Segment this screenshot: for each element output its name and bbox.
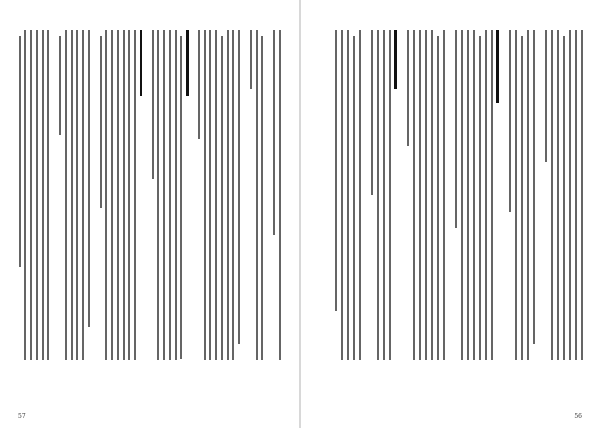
right-text-column [478, 30, 481, 360]
left-text-column [249, 30, 252, 360]
right-text-column [376, 30, 379, 360]
right-text-column [562, 30, 565, 360]
right-text-column [436, 30, 439, 360]
left-text-column [99, 30, 102, 360]
text-line-ink [134, 30, 136, 360]
text-line-ink [128, 30, 130, 360]
text-line-ink [496, 30, 499, 103]
right-text-column [430, 30, 433, 360]
text-line-ink [24, 30, 26, 360]
left-text-column [70, 30, 73, 360]
text-line-ink [431, 30, 433, 360]
right-text-column [484, 30, 487, 360]
left-text-column [232, 30, 235, 360]
text-line-ink [437, 36, 439, 360]
left-text-column [255, 30, 258, 360]
right-text-column [388, 30, 391, 360]
text-line-ink [221, 36, 223, 360]
right-text-column [472, 30, 475, 360]
text-line-ink [71, 30, 73, 360]
right-paragraph-gap [538, 30, 541, 360]
right-text-column [358, 30, 361, 360]
right-text-column [580, 30, 583, 360]
left-text-column [174, 30, 177, 360]
text-line-ink [335, 30, 337, 311]
text-line-ink [123, 30, 125, 360]
right-text-column [514, 30, 517, 360]
right-paragraph-gap [364, 30, 367, 360]
left-text-column [87, 30, 90, 360]
text-line-ink [232, 30, 234, 360]
left-paragraph-gap [267, 30, 270, 360]
left-text-column [59, 30, 62, 360]
left-text-column [111, 30, 114, 360]
left-text-column [203, 30, 206, 360]
right-text-column [550, 30, 553, 360]
text-line-ink [180, 36, 182, 359]
text-line-ink [30, 30, 32, 360]
left-text-column [24, 30, 27, 360]
left-text-column [82, 30, 85, 360]
text-line-ink [42, 30, 44, 360]
left-text-column [157, 30, 160, 360]
text-line-ink [175, 30, 177, 360]
left-text-column [261, 30, 264, 360]
left-text-column [128, 30, 131, 360]
text-line-ink [581, 30, 583, 360]
right-section-heading [496, 30, 499, 360]
text-line-ink [485, 30, 487, 360]
text-line-ink [521, 36, 523, 360]
left-paragraph-gap [244, 30, 247, 360]
left-text-column [47, 30, 50, 360]
right-text-column [406, 30, 409, 360]
text-line-ink [36, 30, 38, 360]
right-text-column [568, 30, 571, 360]
right-text-column [490, 30, 493, 360]
left-text-column [134, 30, 137, 360]
text-line-ink [157, 30, 159, 360]
right-paragraph-gap [448, 30, 451, 360]
right-text-column [352, 30, 355, 360]
left-text-column [226, 30, 229, 360]
left-page-number: 57 [18, 413, 26, 420]
right-text-column [454, 30, 457, 360]
text-line-ink [227, 30, 229, 360]
text-line-ink [383, 30, 385, 360]
text-line-ink [377, 30, 379, 360]
text-line-ink [140, 30, 143, 96]
right-section-heading [394, 30, 397, 360]
left-text-column [278, 30, 281, 360]
text-line-ink [152, 30, 154, 179]
text-line-ink [215, 30, 217, 360]
right-text-column [442, 30, 445, 360]
text-line-ink [209, 30, 211, 360]
text-line-ink [169, 30, 171, 360]
right-paragraph-gap [400, 30, 403, 360]
left-text-column [35, 30, 38, 360]
text-line-ink [389, 30, 391, 360]
text-line-ink [557, 30, 559, 360]
left-text-column [180, 30, 183, 360]
text-line-ink [443, 30, 445, 360]
text-line-ink [19, 36, 21, 267]
text-line-ink [238, 30, 240, 344]
text-line-ink [117, 30, 119, 360]
left-section-heading [139, 30, 142, 360]
left-text-column [168, 30, 171, 360]
left-text-column [272, 30, 275, 360]
text-line-ink [455, 30, 457, 228]
left-text-column [30, 30, 33, 360]
text-line-ink [407, 30, 409, 146]
text-line-ink [347, 30, 349, 360]
text-line-ink [341, 30, 343, 360]
text-line-ink [527, 30, 529, 360]
text-line-ink [371, 30, 373, 195]
right-text-column [574, 30, 577, 360]
text-line-ink [100, 36, 102, 208]
text-line-ink [479, 36, 481, 360]
text-line-ink [82, 30, 84, 360]
text-line-ink [65, 30, 67, 360]
text-line-ink [533, 30, 535, 344]
text-line-ink [545, 30, 547, 162]
text-line-ink [163, 30, 165, 360]
left-text-column [238, 30, 241, 360]
text-line-ink [563, 36, 565, 360]
right-text-column [526, 30, 529, 360]
text-line-ink [509, 30, 511, 212]
text-line-ink [461, 30, 463, 360]
left-text-column [18, 30, 21, 360]
left-text-column [116, 30, 119, 360]
right-text-column [370, 30, 373, 360]
right-text-column [424, 30, 427, 360]
left-text-column [76, 30, 79, 360]
right-page-number: 56 [574, 413, 582, 420]
text-line-ink [198, 30, 200, 139]
left-text-column [122, 30, 125, 360]
left-text-column [64, 30, 67, 360]
text-line-ink [250, 30, 252, 89]
right-text-column [334, 30, 337, 360]
right-text-column [346, 30, 349, 360]
text-line-ink [273, 30, 275, 235]
text-line-ink [394, 30, 397, 89]
text-line-ink [59, 36, 61, 135]
left-text-column [209, 30, 212, 360]
text-line-ink [279, 30, 281, 360]
left-text-column [105, 30, 108, 360]
text-line-ink [473, 30, 475, 360]
left-paragraph-gap [93, 30, 96, 360]
right-text-column [544, 30, 547, 360]
right-text-column [556, 30, 559, 360]
text-line-ink [419, 30, 421, 360]
right-text-block [315, 30, 583, 360]
text-line-ink [76, 30, 78, 360]
right-text-column [382, 30, 385, 360]
right-text-column [466, 30, 469, 360]
left-page [0, 0, 299, 428]
right-text-column [418, 30, 421, 360]
right-text-column [532, 30, 535, 360]
right-text-column [520, 30, 523, 360]
left-paragraph-gap [53, 30, 56, 360]
text-line-ink [47, 30, 49, 360]
right-text-column [508, 30, 511, 360]
text-line-ink [569, 30, 571, 360]
right-text-column [412, 30, 415, 360]
text-line-ink [105, 30, 107, 360]
text-line-ink [575, 30, 577, 360]
left-text-column [215, 30, 218, 360]
left-text-column [197, 30, 200, 360]
right-text-column [340, 30, 343, 360]
text-line-ink [551, 30, 553, 360]
right-paragraph-gap [502, 30, 505, 360]
left-paragraph-gap [192, 30, 195, 360]
text-line-ink [425, 30, 427, 360]
left-text-column [163, 30, 166, 360]
right-page [301, 0, 600, 428]
text-line-ink [261, 36, 263, 360]
text-line-ink [491, 30, 493, 360]
left-text-column [220, 30, 223, 360]
text-line-ink [204, 30, 206, 360]
text-line-ink [413, 30, 415, 360]
left-paragraph-gap [145, 30, 148, 360]
left-section-heading [186, 30, 189, 360]
text-line-ink [515, 30, 517, 360]
left-text-column [151, 30, 154, 360]
text-line-ink [467, 30, 469, 360]
left-text-column [41, 30, 44, 360]
text-line-ink [111, 30, 113, 360]
left-text-block [18, 30, 281, 360]
right-text-column [460, 30, 463, 360]
text-line-ink [256, 30, 258, 360]
text-line-ink [353, 36, 355, 360]
text-line-ink [186, 30, 189, 96]
text-line-ink [88, 30, 90, 327]
text-line-ink [359, 30, 361, 360]
